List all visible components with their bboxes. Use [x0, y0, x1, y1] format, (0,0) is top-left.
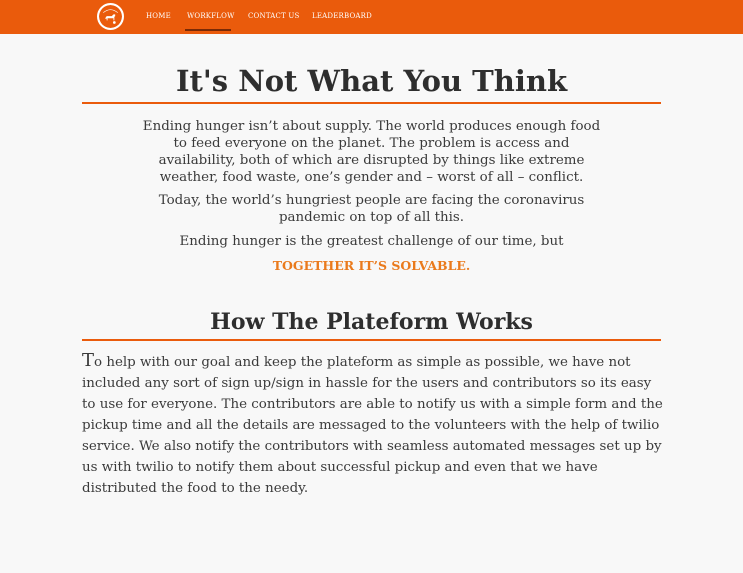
intro-paragraph-coronavirus: Today, the world’s hungriest people are facing the coronavirus pandemic on top of all this.: [158, 193, 585, 225]
section-divider-1: [82, 102, 661, 104]
logo[interactable]: [97, 3, 124, 30]
platform-description: [82, 350, 667, 499]
nav-contact-link[interactable]: CONTACT US: [248, 12, 300, 20]
nav-active-indicator: [185, 29, 231, 31]
section-divider-2: [82, 339, 661, 341]
drop-cap-letter: T: [82, 350, 95, 371]
intro-paragraph-challenge: Ending hunger is the greatest challenge of our time, but: [179, 234, 564, 249]
nav-workflow-link[interactable]: WORKFLOW: [187, 12, 235, 20]
platform-description-text: o help with our goal and keep the plateform as simple as possible, we have not included any sort of sign up/sign in hassle for the users and contributors so its easy to use for everyone. The contributors are able to notify us with a simple form and the pickup time and all the details are messaged to the volunteers with the help of twilio service. We also notify the contributors with seamless automated messages set up by us with twilio to notify them about successful pickup and even that we have distributed the food to the needy.: [82, 355, 663, 496]
dog-logo-icon: [99, 5, 122, 28]
solvable-highlight: TOGETHER IT’S SOLVABLE.: [272, 258, 471, 273]
section-title-not-what-you-think: It's Not What You Think: [175, 64, 568, 98]
section-title-how-it-works: How The Plateform Works: [210, 309, 533, 335]
nav-home-link[interactable]: HOME: [146, 12, 171, 20]
intro-paragraph-supply: Ending hunger isn’t about supply. The world produces enough food to feed everyone on the planet. The problem is access and availability, both of which are disrupted by things like extreme weather, food waste, one’s gender and – worst of all – conflict.: [142, 119, 601, 185]
top-navbar: [0, 0, 743, 34]
nav-leaderboard-link[interactable]: LEADERBOARD: [312, 12, 372, 20]
